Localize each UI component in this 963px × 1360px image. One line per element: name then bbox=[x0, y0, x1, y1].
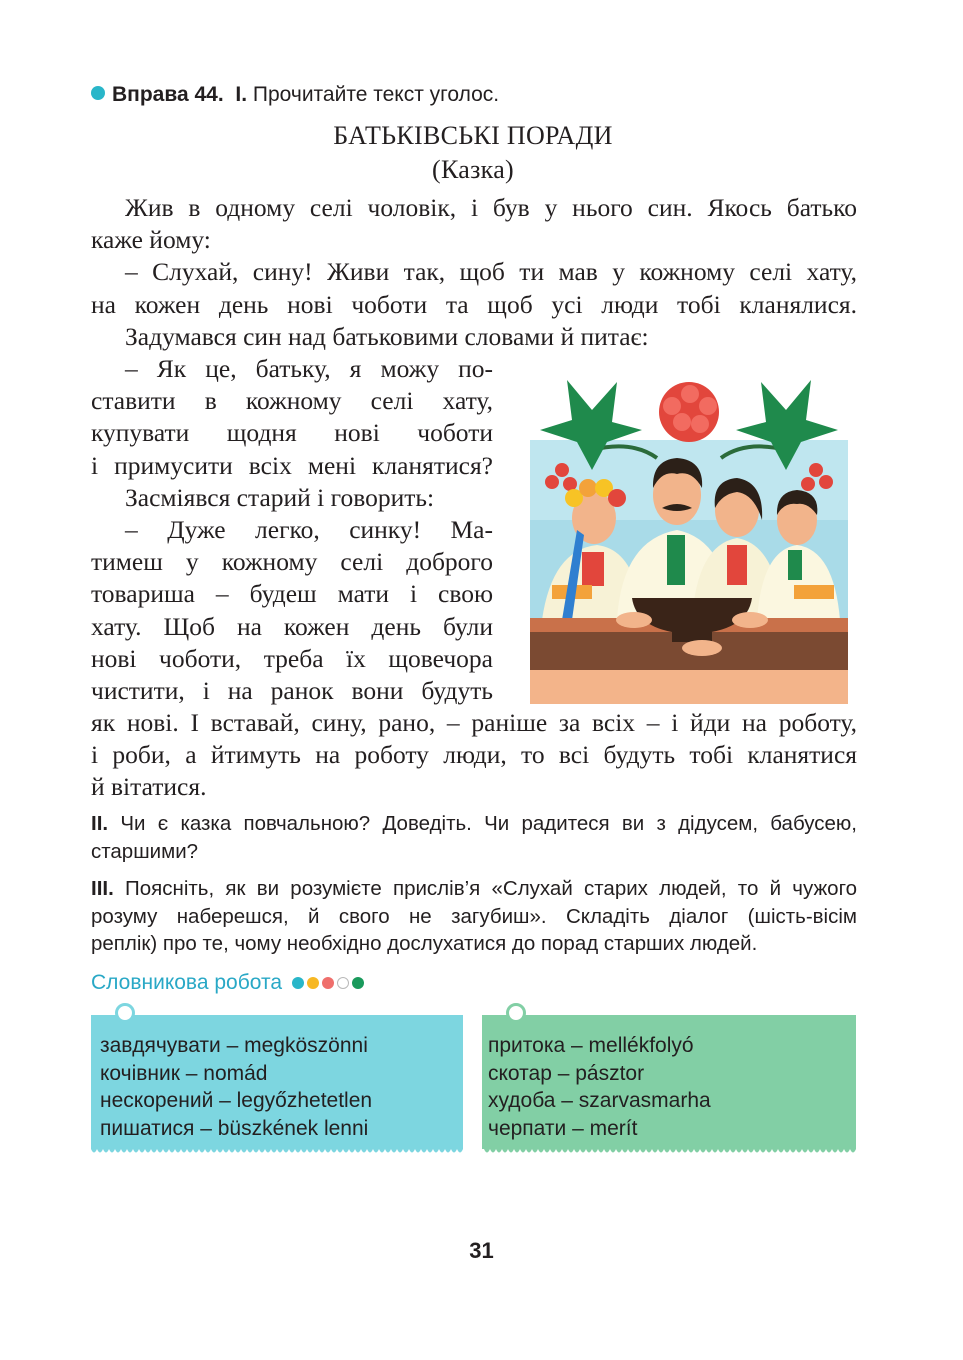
story-line: каже йому: bbox=[91, 225, 211, 255]
story-line: Жив в одному селі чоловік, і був у нього син. Якось батько bbox=[125, 193, 857, 222]
story-line: і примусити всіх мені кланятися? bbox=[91, 450, 493, 480]
exercise-header bbox=[91, 80, 499, 110]
story-line: й вітатися. bbox=[91, 772, 207, 802]
level-dot-icon bbox=[337, 977, 349, 989]
story-line: Засміявся старий і говорить: bbox=[125, 482, 435, 512]
vocabulary-list-right bbox=[488, 1032, 711, 1142]
story-line: – Як це, батьку, я можу по- bbox=[125, 354, 493, 383]
vocabulary-card-right bbox=[482, 1015, 856, 1155]
exercise-bullet-icon bbox=[91, 86, 105, 100]
exercise-instruction: Прочитайте текст уголос. bbox=[252, 83, 500, 106]
story-line: нові чоботи, треба їх щовечора bbox=[91, 643, 493, 673]
story-line: хату. Щоб на кожен день були bbox=[91, 611, 493, 641]
vocabulary-card-left bbox=[91, 1015, 463, 1155]
vocabulary-item: притока – mellékfolyó bbox=[488, 1034, 694, 1057]
family-illustration bbox=[522, 370, 856, 704]
vocabulary-item: нескорений – legyőzhetetlen bbox=[100, 1089, 373, 1112]
story-line: і роби, а йтимуть на роботу люди, то всі будуть тобі кланятися bbox=[91, 740, 857, 770]
task-line: розуму наберешся, й свого не загубиш». Складіть діалог (шість-вісім bbox=[91, 904, 857, 928]
vocabulary-item: черпати – merít bbox=[488, 1116, 638, 1140]
story-line: тимеш у кожному селі доброго bbox=[91, 547, 493, 577]
story-paragraphs-side bbox=[91, 353, 493, 707]
task-line: реплік) про те, чому необхідно дослухатися до порад старших людей. bbox=[91, 932, 758, 955]
story-subtitle: (Казка) bbox=[431, 155, 514, 184]
story-line: чистити, і на ранок вони будуть bbox=[91, 675, 493, 705]
vocabulary-item: кочівник – nomád bbox=[100, 1061, 268, 1085]
level-dot-icon bbox=[352, 977, 364, 989]
exercise-label: Вправа 44. bbox=[112, 83, 224, 106]
story-paragraphs-bottom bbox=[91, 707, 857, 804]
story-line: товариша – будеш мати і свою bbox=[91, 579, 493, 609]
vocabulary-item: завдячувати – megköszönni bbox=[100, 1034, 368, 1057]
vocabulary-heading bbox=[91, 969, 367, 997]
level-dot-icon bbox=[292, 977, 304, 989]
vocabulary-title: Словникова робота bbox=[91, 971, 283, 994]
exercise-part: I. bbox=[235, 83, 248, 106]
level-dot-icon bbox=[322, 977, 334, 989]
page-number: 31 bbox=[469, 1238, 494, 1263]
story-line: – Дуже легко, синку! Ма- bbox=[125, 514, 493, 544]
task-2 bbox=[91, 810, 857, 865]
story-line: ставити в кожному селі хату, bbox=[91, 386, 493, 416]
story-line: – Слухай, сину! Живи так, щоб ти мав у кожному селі хату, bbox=[125, 257, 857, 287]
story-line: Задумався син над батьковими словами й питає: bbox=[125, 321, 649, 351]
card-pin-icon bbox=[506, 1003, 526, 1023]
vocabulary-item: худоба – szarvasmarha bbox=[488, 1089, 711, 1112]
card-pin-icon bbox=[115, 1003, 135, 1023]
vocabulary-item: пишатися – büszkének lenni bbox=[100, 1116, 369, 1140]
task-2-label: II. bbox=[91, 812, 109, 835]
level-dot-icon bbox=[307, 977, 319, 989]
vocabulary-item: скотар – pásztor bbox=[488, 1061, 645, 1085]
family-table-illustration-icon bbox=[522, 370, 856, 704]
story-title: БАТЬКІВСЬКІ ПОРАДИ bbox=[333, 121, 613, 150]
task-line: старшими? bbox=[91, 839, 199, 863]
story-line: купувати щодня нові чоботи bbox=[91, 418, 493, 448]
story-line: як нові. І вставай, сину, рано, – раніше за всіх – і йди на роботу, bbox=[91, 708, 857, 737]
task-line: Поясніть, як ви розумієте прислів’я «Слухай старих людей, то й чужого bbox=[125, 877, 858, 900]
vocabulary-list-left bbox=[100, 1032, 372, 1142]
task-3 bbox=[91, 875, 857, 958]
story-line: на кожен день нові чоботи та щоб усі люди тобі кланялися. bbox=[91, 289, 857, 319]
task-3-label: III. bbox=[91, 877, 114, 900]
task-line: Чи є казка повчальною? Доведіть. Чи радитеся ви з дідусем, бабусею, bbox=[120, 812, 857, 835]
story-paragraphs-top bbox=[91, 192, 857, 353]
